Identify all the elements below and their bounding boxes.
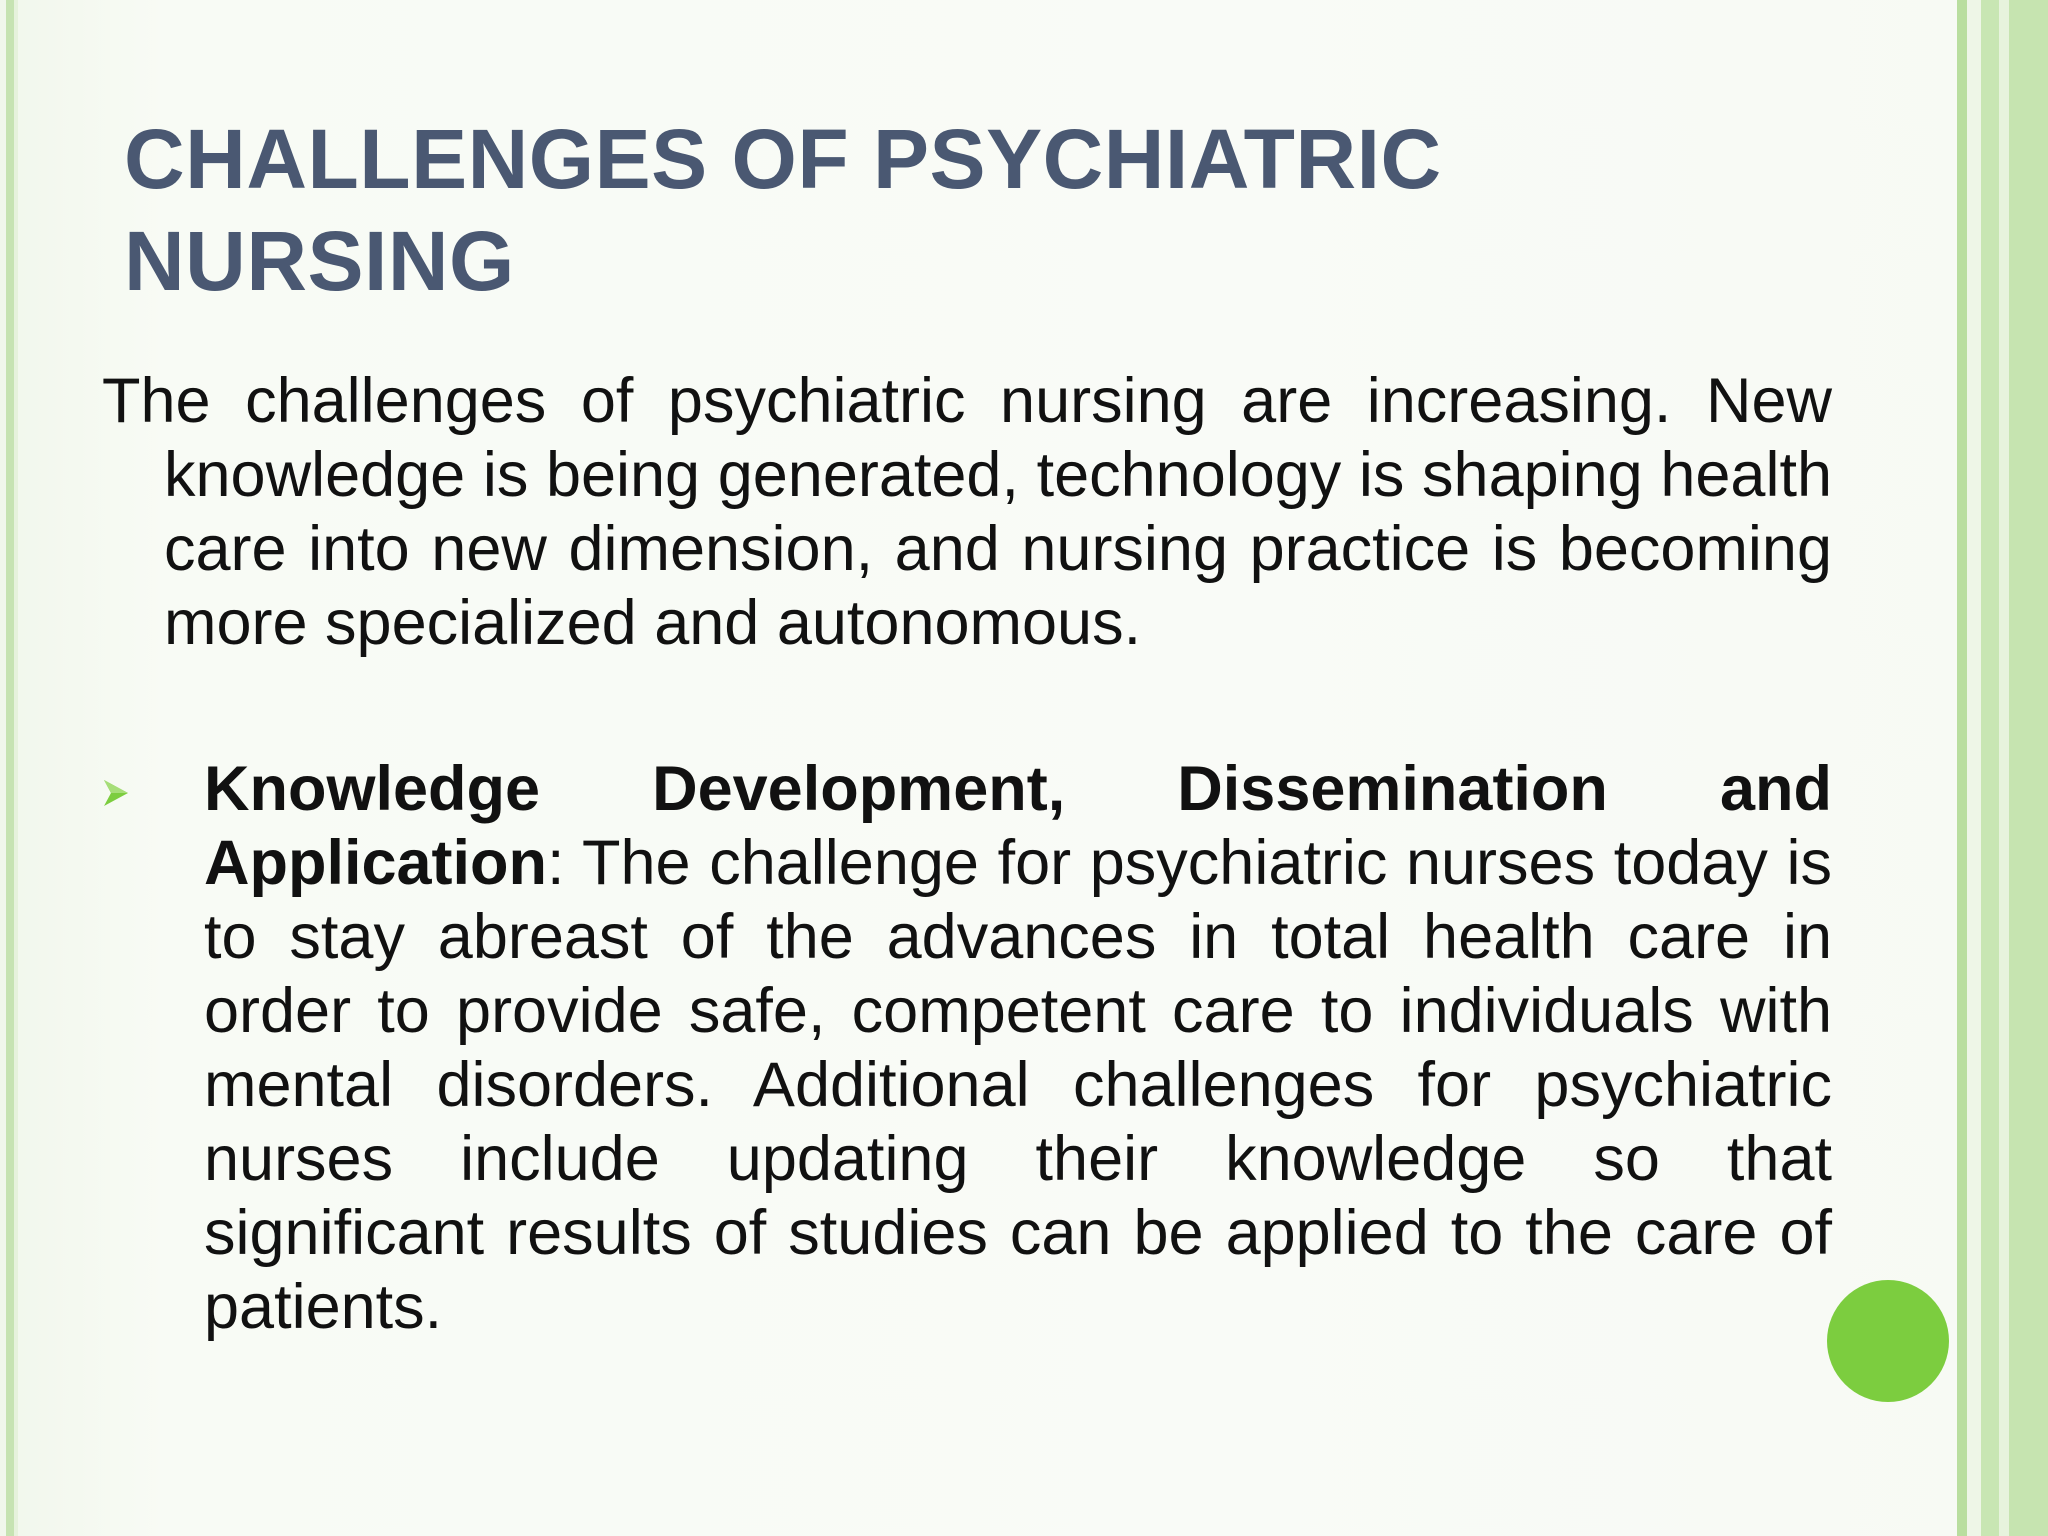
slide-title: CHALLENGES OF PSYCHIATRIC NURSING	[124, 112, 1442, 308]
left-border-stripe-light	[14, 0, 18, 1536]
bullet-separator: :	[547, 828, 583, 898]
bullet-item	[102, 752, 1832, 1344]
right-border-stripe-2	[1967, 0, 1981, 1536]
right-border-stripe-5	[2009, 0, 2048, 1536]
left-border-stripe	[6, 0, 14, 1536]
bullet-body-text: The challenge for psychiatric nurses today is to stay abreast of the advances in total health care in order to provide safe, competent care to individuals with mental disorders. Additional challenges for psychiatric nurses include updating their knowledge so that significant results of studies can be applied to the care of patients.	[204, 828, 1832, 1342]
right-border-stripe-3	[1981, 0, 1999, 1536]
intro-paragraph: The challenges of psychiatric nursing are increasing. New knowledge is being generated, technology is shaping health care into new dimension, and nursing practice is becoming more specialized and autonomous.	[102, 366, 1832, 658]
right-border-stripe-4	[1999, 0, 2009, 1536]
bullet-paragraph	[204, 752, 1832, 1344]
right-border-stripe-1	[1957, 0, 1967, 1536]
arrow-bullet-icon	[102, 778, 130, 808]
bullet-heading: Knowledge Development, Dissemination and Application	[204, 754, 1832, 898]
decorative-green-circle	[1827, 1280, 1949, 1402]
